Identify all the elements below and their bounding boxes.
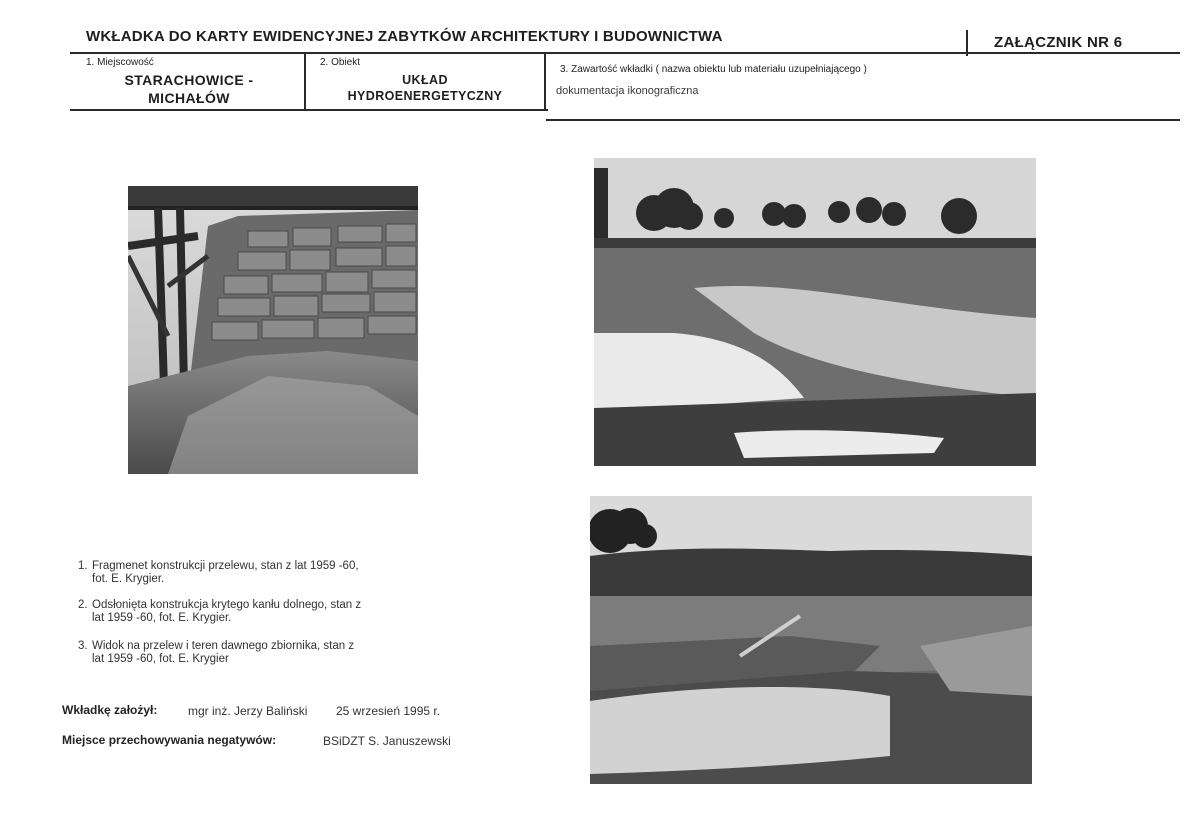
field-divider-1 [304,54,306,110]
object-label: 2. Obiekt [320,57,361,68]
photo-lower-channel [594,158,1036,466]
caption-line: fot. E. Krygier. [92,573,165,585]
object-value-line2: HYDROENERGETYCZNY [347,89,503,103]
caption-number: 3. [78,640,88,652]
caption-line: Fragmenet konstrukcji przelewu, stan z lat 1959 -60, [92,560,359,572]
founded-by: mgr inż. Jerzy Baliński [188,704,308,718]
caption-line: Widok na przelew i teren dawnego zbiornika, stan z [92,640,355,652]
photo-reservoir-view-image [590,496,1032,784]
contents-label: 3. Zawartość wkładki ( nazwa obiektu lub materiału uzupełniającego ) [560,64,867,75]
field-divider-2 [544,54,546,110]
caption-line: lat 1959 -60, fot. E. Krygier [92,653,229,665]
fields-bottom-rule [70,109,548,111]
locality-label: 1. Miejscowość [86,57,154,68]
contents-value: dokumentacja ikonograficzna [556,85,699,97]
caption-text [92,599,442,625]
annex-number: ZAŁĄCZNIK NR 6 [994,34,1123,51]
photo-lower-channel-image [594,158,1036,466]
fields-bottom-rule-right [546,119,1180,121]
caption-line: lat 1959 -60, fot. E. Krygier. [92,612,232,624]
photo-spillway-fragment-image [128,186,418,474]
caption-number: 2. [78,599,88,611]
caption-text [92,640,442,666]
locality-value-line1: STARACHOWICE - [124,72,254,88]
photo-reservoir-view [590,496,1032,784]
locality-value-line2: MICHAŁÓW [148,90,230,106]
caption-text [92,560,442,586]
captions [78,560,448,670]
caption-line: Odsłonięta konstrukcja krytego kanłu dolnego, stan z [92,599,362,611]
object-value [312,72,538,104]
caption-number: 1. [78,560,88,572]
founded-label: Wkładkę założył: [62,703,158,717]
object-value-line1: UKŁAD [402,73,448,87]
founded-date: 25 wrzesień 1995 r. [336,704,441,718]
storage-label: Miejsce przechowywania negatywów: [62,733,277,747]
storage-value: BSiDZT S. Januszewski [323,734,451,748]
header-rule [70,52,1180,54]
locality-value [86,71,292,107]
photo-spillway-fragment [128,186,418,474]
document-title: WKŁADKA DO KARTY EWIDENCYJNEJ ZABYTKÓW ARCHITEKTURY I BUDOWNICTWA [86,28,723,45]
